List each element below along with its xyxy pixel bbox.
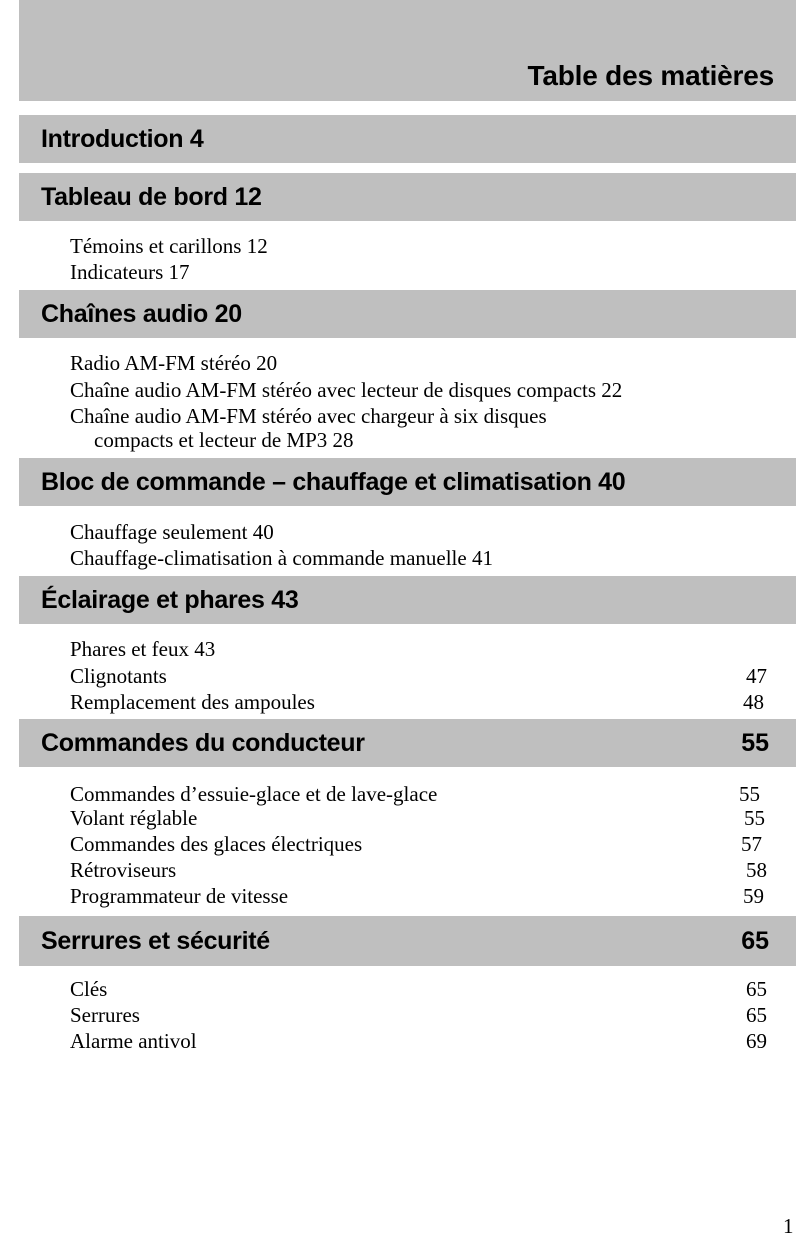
toc-entry[interactable]: Commandes des glaces électriques	[70, 832, 363, 856]
entry-page-number: 55	[744, 806, 765, 830]
toc-entry[interactable]: Serrures	[70, 1003, 140, 1027]
section-chaines-audio[interactable]	[19, 290, 796, 338]
toc-entry[interactable]: Témoins et carillons 12	[70, 234, 268, 258]
section-page-number: 65	[741, 927, 769, 955]
toc-entry[interactable]: Clignotants	[70, 664, 167, 688]
entry-page-number: 65	[746, 1003, 767, 1027]
section-commandes-du-conducteur[interactable]	[19, 719, 796, 767]
section-title: Chaînes audio 20	[41, 300, 242, 328]
section-introduction[interactable]	[19, 115, 796, 163]
entry-page-number: 55	[739, 782, 760, 806]
section-title: Bloc de commande – chauffage et climatisation 40	[41, 468, 626, 496]
toc-entry[interactable]: Indicateurs 17	[70, 260, 190, 284]
toc-entry[interactable]: Volant réglable	[70, 806, 198, 830]
toc-entry[interactable]: Chaîne audio AM-FM stéréo avec lecteur de disques compacts 22	[70, 378, 623, 402]
section-title: Éclairage et phares 43	[41, 586, 299, 614]
toc-entry[interactable]: Phares et feux 43	[70, 637, 216, 661]
section-title: Serrures et sécurité	[41, 927, 270, 955]
toc-entry[interactable]: Chaîne audio AM-FM stéréo avec chargeur à six disques	[70, 404, 547, 428]
toc-entry[interactable]: Alarme antivol	[70, 1029, 197, 1053]
section-tableau-de-bord[interactable]	[19, 173, 796, 221]
section-eclairage-et-phares[interactable]	[19, 576, 796, 624]
page-number: 1	[783, 1214, 794, 1238]
section-serrures-et-securite[interactable]	[19, 916, 796, 966]
toc-entry-continuation[interactable]: compacts et lecteur de MP3 28	[94, 428, 354, 452]
toc-entry[interactable]: Remplacement des ampoules	[70, 690, 315, 714]
toc-entry[interactable]: Chauffage seulement 40	[70, 520, 274, 544]
toc-entry[interactable]: Chauffage-climatisation à commande manuelle 41	[70, 546, 493, 570]
section-title: Tableau de bord 12	[41, 183, 262, 211]
toc-entry[interactable]: Commandes d’essuie-glace et de lave-glace	[70, 782, 438, 806]
entry-page-number: 69	[746, 1029, 767, 1053]
entry-page-number: 59	[743, 884, 764, 908]
section-title: Introduction 4	[41, 125, 204, 153]
page-title: Table des matières	[527, 60, 774, 91]
entry-page-number: 58	[746, 858, 767, 882]
header-band	[19, 0, 796, 101]
entry-page-number: 47	[746, 664, 767, 688]
entry-page-number: 48	[743, 690, 764, 714]
toc-entry[interactable]: Radio AM-FM stéréo 20	[70, 351, 278, 375]
section-title: Commandes du conducteur	[41, 729, 365, 757]
toc-entry[interactable]: Clés	[70, 977, 108, 1001]
section-page-number: 55	[741, 729, 769, 757]
toc-entry[interactable]: Programmateur de vitesse	[70, 884, 289, 908]
toc-entry[interactable]: Rétroviseurs	[70, 858, 177, 882]
entry-page-number: 57	[741, 832, 762, 856]
entry-page-number: 65	[746, 977, 767, 1001]
section-bloc-de-commande[interactable]	[19, 458, 796, 506]
